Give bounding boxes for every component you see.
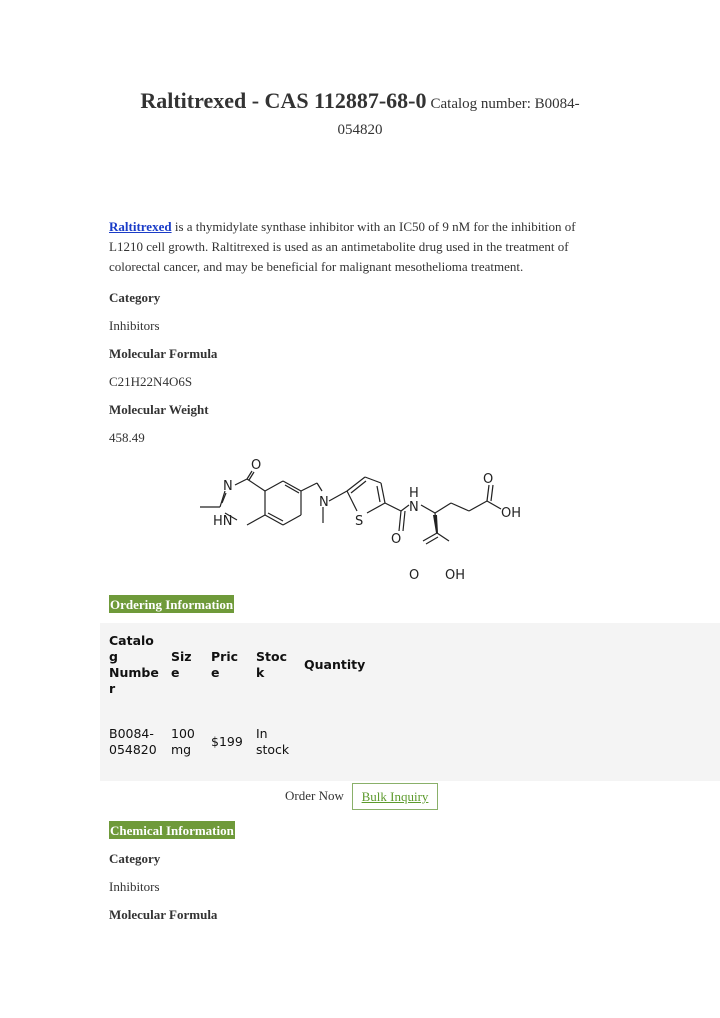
chemical-section-title: Chemical Information (110, 823, 234, 838)
atom-oh-2: OH (445, 568, 466, 583)
description-line2: L1210 cell growth. Raltitrexed is used as an antimetabolite drug used in the treatment of (109, 239, 569, 254)
ordering-table (109, 631, 394, 760)
bulk-inquiry-button[interactable]: Bulk Inquiry (352, 783, 438, 810)
atom-s: S (355, 514, 364, 529)
header-stock: Stoc k (256, 649, 287, 680)
cell-price: $199 (211, 734, 243, 749)
atom-o-2: O (483, 472, 494, 487)
product-description (109, 217, 629, 277)
atom-n-3: N (409, 500, 419, 515)
atom-o-1: O (251, 458, 262, 473)
order-now-button[interactable]: Order Now (285, 788, 344, 803)
page-title-block (60, 88, 660, 143)
page-title: Raltitrexed - CAS 112887-68-0 (140, 88, 427, 113)
chemical-formula-label: Molecular Formula (109, 907, 218, 922)
atom-o-3: O (391, 532, 402, 547)
header-size: Siz e (171, 649, 192, 680)
chemical-category-label: Category (109, 851, 161, 866)
cell-quantity[interactable] (304, 724, 394, 760)
weight-value: 458.49 (109, 430, 145, 445)
atom-n-2: N (319, 495, 329, 510)
header-price: Pric e (211, 649, 239, 680)
atom-h: H (409, 486, 419, 501)
formula-label: Molecular Formula (109, 346, 218, 361)
ordering-table-panel (100, 623, 720, 781)
cell-catalog-number: B0084- 054820 (109, 726, 157, 757)
header-quantity: Quantity (304, 657, 366, 672)
cell-stock: In stock (256, 726, 290, 757)
atom-o-4: O (409, 568, 420, 583)
chemical-structure-image (195, 455, 535, 585)
product-link[interactable]: Raltitrexed (109, 219, 172, 234)
header-catalog-number: Catalo g Numbe r (109, 633, 159, 696)
category-value: Inhibitors (109, 318, 160, 333)
formula-value: C21H22N4O6S (109, 374, 193, 389)
cell-size: 100 mg (171, 726, 195, 757)
catalog-number-line2: 054820 (337, 122, 383, 138)
category-label: Category (109, 290, 161, 305)
table-row (109, 724, 394, 760)
description-line3: colorectal cancer, and may be beneficial for malignant mesothelioma treatment. (109, 259, 524, 274)
weight-label: Molecular Weight (109, 402, 209, 417)
ordering-section-title: Ordering Information (110, 597, 234, 612)
description-line1: is a thymidylate synthase inhibitor with an IC50 of 9 nM for the inhibition of (171, 219, 576, 234)
table-header-row (109, 631, 394, 699)
chemical-category-value: Inhibitors (109, 879, 160, 894)
atom-n-1: N (223, 479, 233, 494)
atom-oh-1: OH (501, 506, 522, 521)
catalog-number-line1: Catalog number: B0084- (430, 96, 580, 112)
atom-hn: HN (213, 514, 233, 529)
